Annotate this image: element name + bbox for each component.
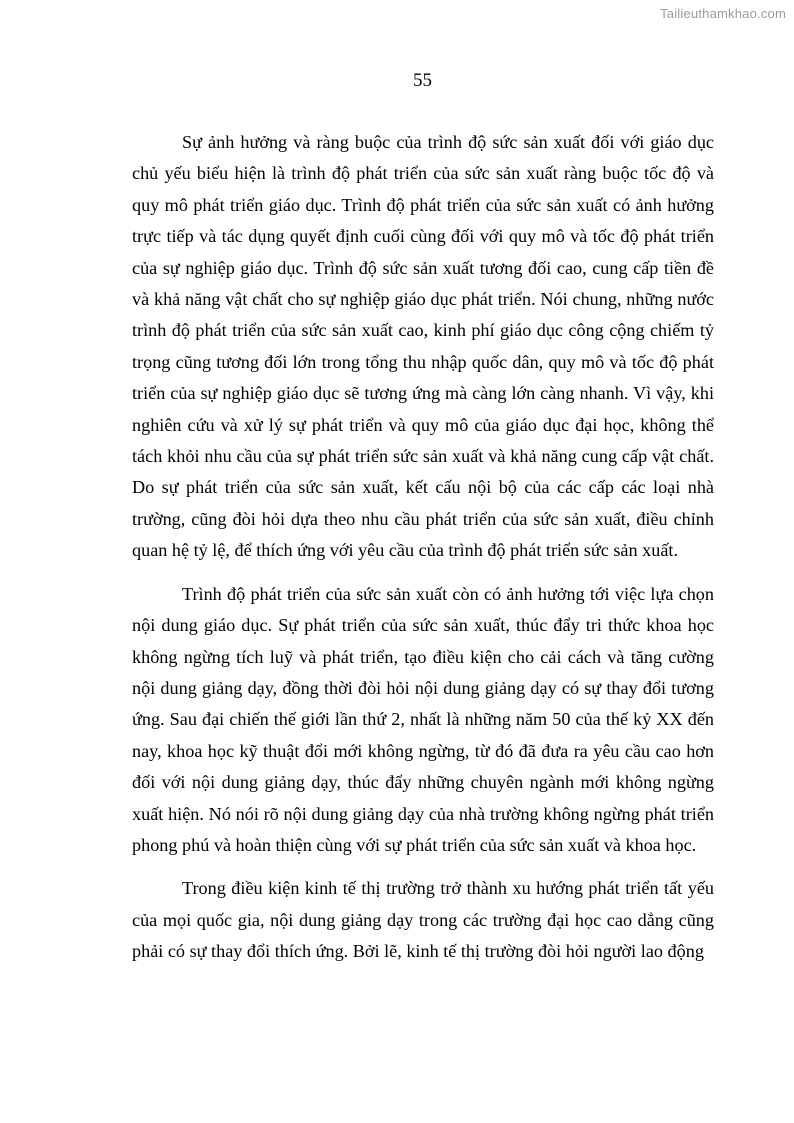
watermark-text: Tailieuthamkhao.com	[660, 6, 786, 21]
document-body	[132, 127, 714, 968]
paragraph-1: Sự ảnh hưởng và ràng buộc của trình độ sức sản xuất đối với giáo dục chủ yếu biểu hiện là trình độ phát triển của sức sản xuất ràng buộc tốc độ và quy mô phát triển giáo dục. Trình độ phát triển của sức sản xuất có ảnh hưởng trực tiếp và tác dụng quyết định cuối cùng đối với quy mô và tốc độ phát triển của sự nghiệp giáo dục. Trình độ sức sản xuất tương đối cao, cung cấp tiền đề và khả năng vật chất cho sự nghiệp giáo dục phát triển. Nói chung, những nước trình độ phát triển của sức sản xuất cao, kinh phí giáo dục công cộng chiếm tỷ trọng cũng tương đối lớn trong tổng thu nhập quốc dân, quy mô và tốc độ phát triển của sự nghiệp giáo dục sẽ tương ứng mà càng lớn càng nhanh. Vì vậy, khi nghiên cứu và xử lý sự phát triển và quy mô của giáo dục đại học, không thể tách khỏi nhu cầu của sự phát triển sức sản xuất và khả năng cung cấp vật chất. Do sự phát triển của sức sản xuất, kết cấu nội bộ của các cấp các loại nhà trường, cũng đòi hỏi dựa theo nhu cầu phát triển của sức sản xuất, điều chỉnh quan hệ tỷ lệ, để thích ứng với yêu cầu của trình độ phát triển sức sản xuất.	[132, 132, 714, 561]
paragraph-2: Trình độ phát triển của sức sản xuất còn có ảnh hưởng tới việc lựa chọn nội dung giáo dục. Sự phát triển của sức sản xuất, thúc đẩy tri thức khoa học không ngừng tích luỹ và phát triển, tạo điều kiện cho cải cách và tăng cường nội dung giảng dạy, đồng thời đòi hỏi nội dung giảng dạy có sự thay đổi tương ứng. Sau đại chiến thế giới lần thứ 2, nhất là những năm 50 của thế kỷ XX đến nay, khoa học kỹ thuật đổi mới không ngừng, từ đó đã đưa ra yêu cầu cao hơn đối với nội dung giảng dạy, thúc đẩy những chuyên ngành mới không ngừng xuất hiện. Nó nói rõ nội dung giảng dạy của nhà trường không ngừng phát triển phong phú và hoàn thiện cùng với sự phát triển của sức sản xuất và khoa học.	[132, 583, 714, 855]
paragraph-3: Trong điều kiện kinh tế thị trường trở thành xu hướng phát triển tất yếu của mọi quốc gia, nội dung giảng dạy trong các trường đại học cao dẳng cũng phải có sự thay đổi thích ứng. Bởi lẽ, kinh tế thị trường đòi hỏi người lao động	[132, 878, 714, 962]
page-number: 55	[413, 70, 432, 91]
